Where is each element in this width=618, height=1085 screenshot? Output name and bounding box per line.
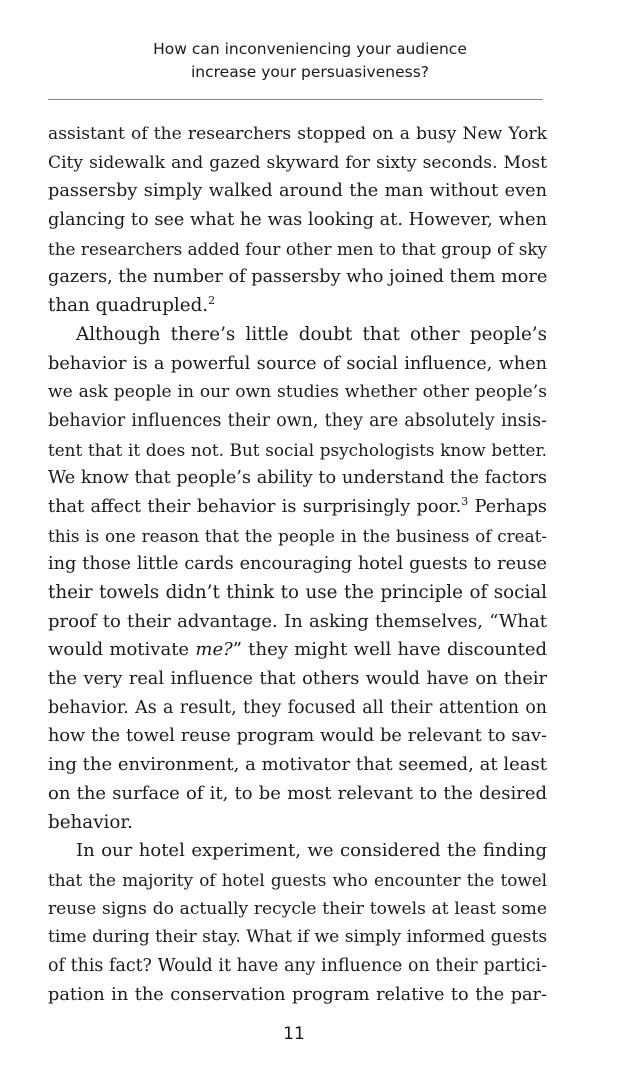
text-line: passersby simply walked around the man without even bbox=[48, 181, 547, 202]
text-line bbox=[48, 636, 547, 665]
text-line: their towels didn’t think to use the principle of social bbox=[48, 582, 547, 603]
text-fragment: that affect their behavior is surprisingly poor. bbox=[48, 496, 462, 517]
text-line: the very real influence that others would have on their bbox=[48, 669, 547, 690]
text-line: gazers, the number of passersby who joined them more bbox=[48, 267, 548, 288]
text-line: glancing to see what he was looking at. However, when bbox=[48, 210, 547, 231]
text-line: reuse signs do actually recycle their towels at least some bbox=[48, 898, 547, 919]
text-line: City sidewalk and gazed skyward for sixty seconds. Most bbox=[48, 152, 547, 173]
running-head-line-1: How can inconveniencing your audience bbox=[153, 40, 467, 58]
text-fragment: ” they might well have discounted bbox=[232, 639, 547, 661]
text-line bbox=[48, 292, 547, 321]
body-text bbox=[48, 120, 547, 1009]
text-line bbox=[48, 493, 547, 522]
text-line: the researchers added four other men to that group of sky bbox=[48, 238, 547, 259]
text-line: ing those little cards encouraging hotel guests to reuse bbox=[48, 554, 547, 575]
italic-emphasis: me? bbox=[195, 639, 233, 661]
text-fragment: than quadrupled. bbox=[48, 295, 209, 317]
paragraph-start: In our hotel experiment, we considered the finding bbox=[76, 840, 547, 862]
text-line: of this fact? Would it have any influence on their partici- bbox=[48, 955, 547, 976]
footnote-ref-2: 2 bbox=[208, 294, 216, 308]
text-line: time during their stay. What if we simply informed guests bbox=[48, 927, 548, 948]
text-line: We know that people’s ability to understand the factors bbox=[48, 468, 547, 489]
text-fragment: would motivate bbox=[48, 639, 196, 661]
footnote-ref-3: 3 bbox=[461, 495, 469, 509]
text-line: ing the environment, a motivator that seemed, at least bbox=[48, 754, 547, 776]
running-head bbox=[40, 38, 580, 84]
text-line: on the surface of it, to be most relevant to the desired bbox=[48, 782, 547, 804]
text-line: behavior. As a result, they focused all their attention on bbox=[48, 697, 547, 718]
header-rule bbox=[48, 99, 543, 100]
text-line: behavior is a powerful source of social influence, when bbox=[48, 353, 547, 374]
text-line: behavior influences their own, they are absolutely insis- bbox=[48, 410, 547, 431]
text-line: we ask people in our own studies whether other people’s bbox=[48, 382, 547, 403]
text-line: this is one reason that the people in the business of creat- bbox=[48, 525, 547, 546]
text-line: pation in the conservation program relative to the par- bbox=[48, 984, 547, 1005]
running-head-line-2: increase your persuasiveness? bbox=[190, 63, 429, 81]
text-line: behavior. bbox=[48, 811, 133, 833]
text-line: that the majority of hotel guests who encounter the towel bbox=[48, 869, 547, 890]
text-line: how the towel reuse program would be relevant to sav- bbox=[48, 726, 547, 747]
page-number: 11 bbox=[283, 1024, 305, 1044]
text-line: proof to their advantage. In asking themselves, “What bbox=[48, 610, 547, 632]
text-line: assistant of the researchers stopped on a busy New York bbox=[48, 124, 547, 144]
paragraph-start: Although there’s little doubt that other people’s bbox=[76, 323, 547, 345]
text-fragment: Perhaps bbox=[468, 496, 547, 517]
text-line: tent that it does not. But social psychologists know better. bbox=[48, 439, 547, 460]
